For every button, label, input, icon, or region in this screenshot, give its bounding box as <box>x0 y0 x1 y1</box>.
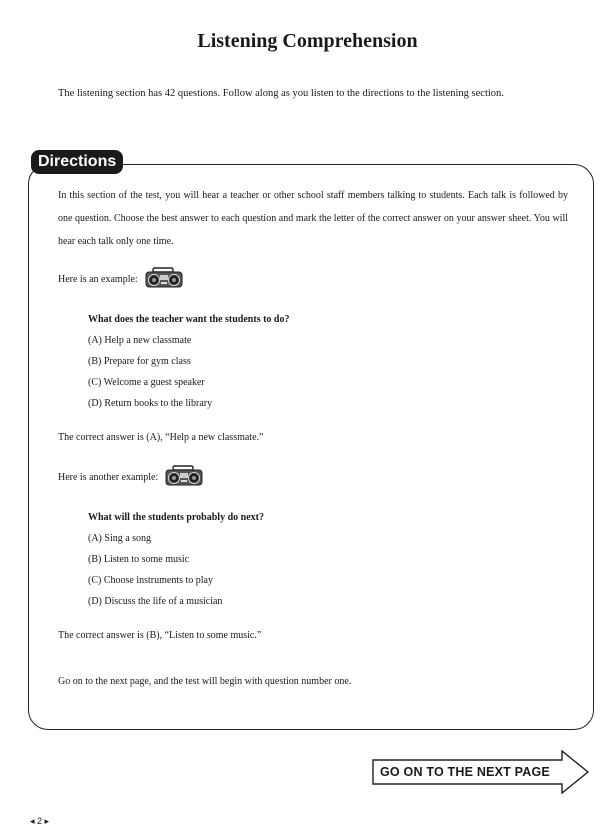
directions-text: In this section of the test, you will hear a teacher or other school staff members talking to students. Each talk is followed by one question. Choose the best answer to each question and mark the letter of the correct answer on your answer sheet. You will hear each talk only one time. <box>58 190 568 247</box>
example-1-option-a: (A) Help a new classmate <box>88 335 192 346</box>
example-1-lead-text: Here is an example: <box>58 273 138 285</box>
example-2-option-a: (A) Sing a song <box>88 533 152 544</box>
example-1-question: What does the teacher want the students to do? <box>88 314 290 325</box>
directions-heading: Directions <box>31 150 123 174</box>
example-1-option-b: (B) Prepare for gym class <box>88 356 191 367</box>
page-number: ◂ 2 ▸ <box>30 816 50 826</box>
example-2-answer: The correct answer is (B), “Listen to some music.” <box>58 630 262 641</box>
example-1-answer: The correct answer is (A), “Help a new classmate.” <box>58 432 264 443</box>
next-page-label: GO ON TO THE NEXT PAGE <box>380 765 550 779</box>
example-2-lead-text: Here is another example: <box>58 471 159 483</box>
example-2-option-d: (D) Discuss the life of a musician <box>88 596 223 607</box>
example-1-lead <box>58 267 568 291</box>
boombox-icon[interactable] <box>144 267 184 292</box>
example-2-lead <box>58 465 568 489</box>
example-2-option-c: (C) Choose instruments to play <box>88 575 213 586</box>
boombox-icon[interactable] <box>164 465 204 490</box>
next-page-button[interactable] <box>372 750 592 794</box>
example-2-question: What will the students probably do next? <box>88 512 264 523</box>
example-1-option-d: (D) Return books to the library <box>88 398 213 409</box>
example-2-option-b: (B) Listen to some music <box>88 554 190 565</box>
page-title: Listening Comprehension <box>197 30 418 52</box>
closing-text: Go on to the next page, and the test will begin with question number one. <box>58 676 352 687</box>
example-1-option-c: (C) Welcome a guest speaker <box>88 377 205 388</box>
directions-content <box>58 184 568 689</box>
intro-text: The listening section has 42 questions. Follow along as you listen to the directions to the listening section. <box>58 88 504 99</box>
